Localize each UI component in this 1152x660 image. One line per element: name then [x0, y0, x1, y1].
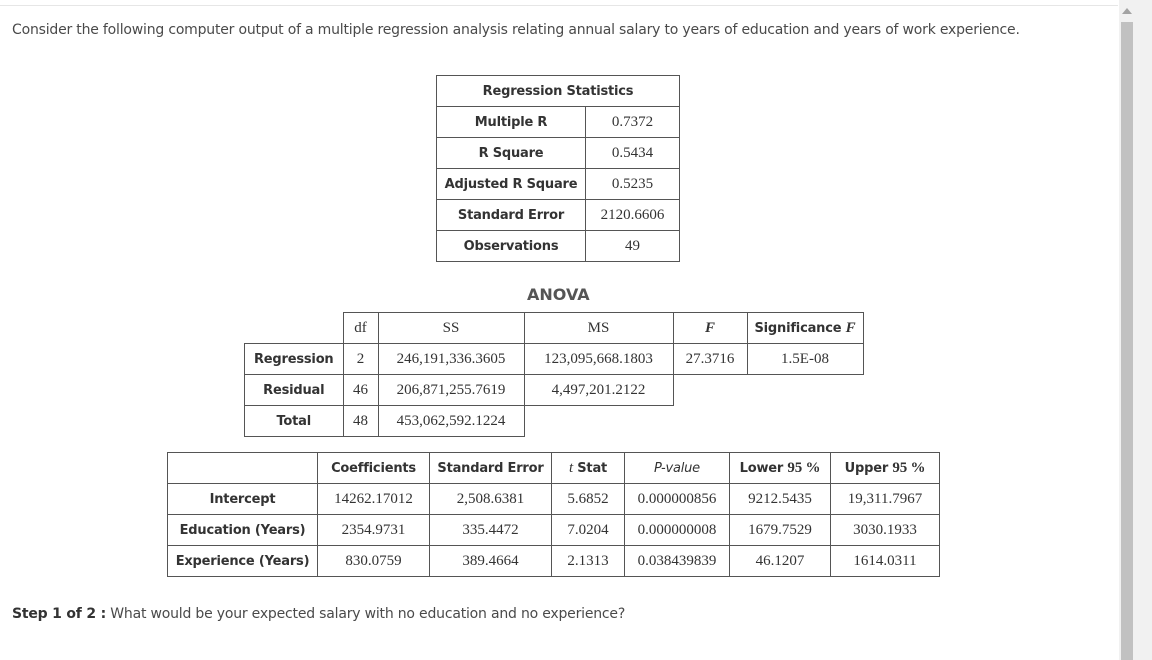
df-cell: 48: [343, 406, 378, 437]
standard-error-cell: 335.4472: [430, 515, 552, 546]
ss-cell: 206,871,255.7619: [378, 375, 524, 406]
stat-label: R Square: [437, 138, 586, 169]
standard-error-cell: 389.4664: [430, 546, 552, 577]
table-row: [437, 107, 680, 138]
step-question: [12, 606, 625, 622]
coefficient-cell: 2354.9731: [318, 515, 430, 546]
empty-cell: [673, 406, 747, 437]
upper-percent: 95 %: [892, 459, 926, 476]
lower-95-cell: 1679.7529: [730, 515, 831, 546]
row-label: Experience (Years): [168, 546, 318, 577]
column-header-coefficients: Coefficients: [318, 453, 430, 484]
p-value-cell: 0.000000856: [625, 484, 730, 515]
upper-95-cell: 19,311.7967: [831, 484, 940, 515]
column-header-standard-error: Standard Error: [430, 453, 552, 484]
lower-label: Lower: [739, 460, 788, 476]
df-cell: 2: [343, 344, 378, 375]
t-stat-cell: 7.0204: [552, 515, 625, 546]
stat-value: 2120.6606: [586, 200, 680, 231]
coefficient-cell: 830.0759: [318, 546, 430, 577]
t-symbol: t: [568, 459, 573, 476]
df-cell: 46: [343, 375, 378, 406]
table-row: [168, 484, 940, 515]
anova-table: [244, 312, 864, 437]
stat-value: 0.7372: [586, 107, 680, 138]
table-row: [437, 138, 680, 169]
standard-error-cell: 2,508.6381: [430, 484, 552, 515]
stat-label: Multiple R: [437, 107, 586, 138]
row-label: Regression: [245, 344, 344, 375]
anova-title: ANOVA: [527, 285, 590, 304]
column-header-ms: MS: [524, 313, 673, 344]
regression-statistics-table: [436, 75, 680, 262]
stat-label: Adjusted R Square: [437, 169, 586, 200]
table-header-row: [245, 313, 864, 344]
stat-value: 0.5235: [586, 169, 680, 200]
significance-label: Significance: [754, 320, 846, 336]
empty-cell: [524, 406, 673, 437]
row-label: Residual: [245, 375, 344, 406]
ss-cell: 453,062,592.1224: [378, 406, 524, 437]
column-header-lower-95: [730, 453, 831, 484]
step-question-text: What would be your expected salary with no education and no experience?: [110, 606, 626, 622]
stat-label: Stat: [572, 460, 608, 476]
lower-95-cell: 46.1207: [730, 546, 831, 577]
significance-f-symbol: F: [845, 319, 856, 336]
table-header-row: [168, 453, 940, 484]
empty-cell: [747, 375, 863, 406]
lower-percent: 95 %: [787, 459, 821, 476]
ms-cell: 123,095,668.1803: [524, 344, 673, 375]
column-header-ss: SS: [378, 313, 524, 344]
upper-95-cell: 3030.1933: [831, 515, 940, 546]
upper-95-cell: 1614.0311: [831, 546, 940, 577]
table-row: [245, 344, 864, 375]
p-value-cell: 0.038439839: [625, 546, 730, 577]
column-header-significance-f: [747, 313, 863, 344]
top-divider: [0, 0, 1118, 6]
ss-cell: 246,191,336.3605: [378, 344, 524, 375]
scroll-up-arrow-icon[interactable]: [1122, 8, 1132, 14]
column-header-t-stat: [552, 453, 625, 484]
table-row: [245, 375, 864, 406]
column-header-upper-95: [831, 453, 940, 484]
row-label: Total: [245, 406, 344, 437]
table-row: [437, 169, 680, 200]
coefficient-cell: 14262.17012: [318, 484, 430, 515]
coefficients-table: [167, 452, 940, 577]
scrollbar-thumb[interactable]: [1121, 22, 1133, 660]
table-row: [245, 406, 864, 437]
problem-intro: Consider the following computer output of a multiple regression analysis relating annual salary to years of education and years of work experience.: [12, 22, 1020, 38]
ms-cell: 4,497,201.2122: [524, 375, 673, 406]
step-label: Step 1 of 2 :: [12, 606, 106, 622]
empty-cell: [673, 375, 747, 406]
f-cell: 27.3716: [673, 344, 747, 375]
empty-header-cell: [168, 453, 318, 484]
upper-label: Upper: [844, 460, 893, 476]
stat-label: Observations: [437, 231, 586, 262]
p-value-cell: 0.000000008: [625, 515, 730, 546]
p-value-label: P-value: [654, 460, 700, 476]
column-header-p-value: [625, 453, 730, 484]
column-header-df: df: [343, 313, 378, 344]
regression-statistics-title: Regression Statistics: [437, 76, 680, 107]
table-row: [168, 546, 940, 577]
stat-label: Standard Error: [437, 200, 586, 231]
column-header-f: F: [673, 313, 747, 344]
empty-cell: [747, 406, 863, 437]
table-row: [168, 515, 940, 546]
t-stat-cell: 2.1313: [552, 546, 625, 577]
significance-cell: 1.5E-08: [747, 344, 863, 375]
stat-value: 0.5434: [586, 138, 680, 169]
row-label: Intercept: [168, 484, 318, 515]
lower-95-cell: 9212.5435: [730, 484, 831, 515]
empty-cell: [245, 313, 344, 344]
t-stat-cell: 5.6852: [552, 484, 625, 515]
table-row: [437, 231, 680, 262]
table-row: [437, 200, 680, 231]
row-label: Education (Years): [168, 515, 318, 546]
stat-value: 49: [586, 231, 680, 262]
